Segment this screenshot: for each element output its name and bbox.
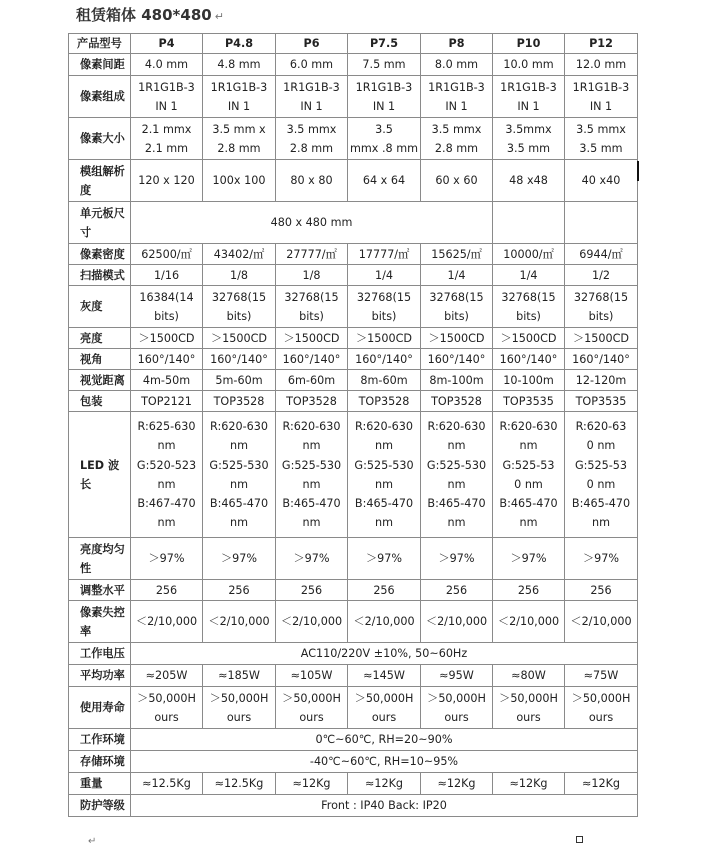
table-cell: 10000/㎡ [493,244,565,265]
row-label: 像素密度 [69,244,131,265]
table-cell: 256 [421,580,493,601]
table-row [69,349,638,370]
table-cell: 43402/㎡ [203,244,276,265]
table-cell: 3.5 mmx 3.5 mm [565,118,638,160]
row-label: 产品型号 [69,34,131,54]
table-cell: 256 [203,580,276,601]
table-cell: 10-100m [493,370,565,391]
table-cell: 160°/140° [348,349,421,370]
table-cell: 1/4 [421,265,493,286]
table-cell: 1/4 [348,265,421,286]
title-text: 租赁箱体 480*480 [76,6,212,24]
table-cell: 32768(15 bits) [348,286,421,328]
table-cell: 160°/140° [493,349,565,370]
table-cell: ≈12Kg [348,773,421,795]
table-cell: ＜2/10,000 [348,601,421,643]
table-cell: 480 x 480 mm [131,202,493,244]
table-cell: 160°/140° [565,349,638,370]
table-cell: 1R1G1B-3 IN 1 [203,76,276,118]
row-label: 扫描模式 [69,265,131,286]
table-cell: 5m-60m [203,370,276,391]
table-cell: TOP3535 [493,391,565,412]
table-cell: 16384(14 bits) [131,286,203,328]
table-cell: ＞50,000H ours [493,687,565,729]
table-cell: 256 [276,580,348,601]
table-row [69,391,638,412]
row-label: 像素组成 [69,76,131,118]
table-cell [493,202,565,244]
table-cell: ＞50,000H ours [131,687,203,729]
table-cell: ＞97% [131,538,203,580]
table-cell: 3.5 mmx 2.8 mm [276,118,348,160]
table-cell: R:625-630 nm G:520-523 nm B:467-470 nm [131,412,203,538]
table-cell: ＜2/10,000 [565,601,638,643]
table-cell: ≈185W [203,665,276,687]
table-row [69,601,638,643]
row-label: 存储环境 [69,751,131,773]
document-title [76,4,224,25]
table-cell: ＜2/10,000 [493,601,565,643]
row-label: 使用寿命 [69,687,131,729]
table-cell: 12.0 mm [565,54,638,76]
table-cell: ＞50,000H ours [421,687,493,729]
row-label: 工作电压 [69,643,131,665]
table-row [69,328,638,349]
table-cell: 8m-60m [348,370,421,391]
table-cell: ＞1500CD [203,328,276,349]
table-cell: ≈80W [493,665,565,687]
row-label: 重量 [69,773,131,795]
table-cell: 160°/140° [421,349,493,370]
table-cell: TOP3528 [203,391,276,412]
resize-handle[interactable] [576,836,583,843]
table-row [69,729,638,751]
table-cell: ＞1500CD [131,328,203,349]
table-cell: ＞97% [348,538,421,580]
table-cell: Front : IP40 Back: IP20 [131,795,638,817]
table-cell: 1/16 [131,265,203,286]
table-cell [565,202,638,244]
table-cell: TOP3528 [348,391,421,412]
table-cell: ＞97% [565,538,638,580]
table-row [69,370,638,391]
table-row [69,265,638,286]
return-mark-icon: ↵ [214,10,224,23]
table-cell: ＞1500CD [493,328,565,349]
table-cell: ＞1500CD [348,328,421,349]
row-label: LED 波长 [69,412,131,538]
table-row [69,244,638,265]
table-cell: 100x 100 [203,160,276,202]
table-cell: TOP3535 [565,391,638,412]
table-cell: ≈105W [276,665,348,687]
table-cell: 32768(15 bits) [421,286,493,328]
header-row [69,34,638,54]
table-cell: 62500/㎡ [131,244,203,265]
row-label: 平均功率 [69,665,131,687]
table-cell: 6m-60m [276,370,348,391]
table-cell: 1/8 [276,265,348,286]
row-label: 像素大小 [69,118,131,160]
table-row [69,118,638,160]
table-row [69,160,638,202]
table-row [69,54,638,76]
row-label: 防护等级 [69,795,131,817]
table-cell: R:620-630 nm G:525-53 0 nm B:465-470 nm [493,412,565,538]
table-cell: 3.5 mm x 2.8 mm [203,118,276,160]
table-cell: 32768(15 bits) [203,286,276,328]
row-label: 亮度 [69,328,131,349]
cursor-bar [637,161,639,181]
table-cell: 256 [131,580,203,601]
row-label: 像素失控 率 [69,601,131,643]
table-row [69,643,638,665]
row-label: 灰度 [69,286,131,328]
table-cell: 32768(15 bits) [565,286,638,328]
row-label: 调整水平 [69,580,131,601]
table-cell: 256 [493,580,565,601]
spec-table [68,33,638,817]
table-cell: ≈205W [131,665,203,687]
table-cell: ≈12Kg [565,773,638,795]
table-cell: 120 x 120 [131,160,203,202]
table-cell: 6.0 mm [276,54,348,76]
table-cell: 15625/㎡ [421,244,493,265]
table-row [69,76,638,118]
table-row [69,665,638,687]
table-cell: 7.5 mm [348,54,421,76]
table-cell: ＞50,000H ours [348,687,421,729]
table-cell: ＞97% [421,538,493,580]
table-cell: ＜2/10,000 [131,601,203,643]
table-cell: ＜2/10,000 [421,601,493,643]
table-cell: 8m-100m [421,370,493,391]
row-label: 像素间距 [69,54,131,76]
table-row [69,580,638,601]
table-cell: ≈12.5Kg [203,773,276,795]
table-cell: R:620-630 nm G:525-530 nm B:465-470 nm [348,412,421,538]
row-label: 包装 [69,391,131,412]
table-row [69,412,638,538]
row-label: 模组解析 度 [69,160,131,202]
table-cell: 48 x48 [493,160,565,202]
table-cell: ＞1500CD [421,328,493,349]
table-row [69,286,638,328]
table-cell: ＞1500CD [276,328,348,349]
table-cell: 4.0 mm [131,54,203,76]
row-label: 工作环境 [69,729,131,751]
table-cell: TOP3528 [421,391,493,412]
table-cell: TOP3528 [276,391,348,412]
table-cell: ＞50,000H ours [276,687,348,729]
table-cell: 60 x 60 [421,160,493,202]
return-mark-icon: ↵ [88,836,97,847]
row-label: 亮度均匀 性 [69,538,131,580]
table-cell: ＞97% [493,538,565,580]
table-cell: 1/4 [493,265,565,286]
model-header: P4.8 [203,34,276,54]
table-cell: 1R1G1B-3 IN 1 [276,76,348,118]
table-cell: 1R1G1B-3 IN 1 [131,76,203,118]
table-cell: 1R1G1B-3 IN 1 [493,76,565,118]
model-header: P10 [493,34,565,54]
table-cell: ≈75W [565,665,638,687]
table-cell: 80 x 80 [276,160,348,202]
table-cell: R:620-630 nm G:525-530 nm B:465-470 nm [421,412,493,538]
table-row [69,202,638,244]
model-header: P4 [131,34,203,54]
table-cell: 1R1G1B-3 IN 1 [348,76,421,118]
model-header: P7.5 [348,34,421,54]
table-cell: 1/2 [565,265,638,286]
table-cell: 1R1G1B-3 IN 1 [565,76,638,118]
row-label: 视觉距离 [69,370,131,391]
table-cell: ＜2/10,000 [276,601,348,643]
table-cell: ≈12Kg [493,773,565,795]
table-cell: ＞1500CD [565,328,638,349]
table-cell: 6944/㎡ [565,244,638,265]
table-cell: R:620-630 nm G:525-530 nm B:465-470 nm [276,412,348,538]
table-cell: ≈12Kg [421,773,493,795]
table-cell: 160°/140° [276,349,348,370]
table-cell: 4.8 mm [203,54,276,76]
table-cell: 10.0 mm [493,54,565,76]
table-cell: ＞50,000H ours [203,687,276,729]
table-cell: AC110/220V ±10%, 50~60Hz [131,643,638,665]
table-cell: 160°/140° [203,349,276,370]
table-cell: 8.0 mm [421,54,493,76]
table-row [69,538,638,580]
model-header: P6 [276,34,348,54]
table-cell: ＜2/10,000 [203,601,276,643]
table-cell: ≈12.5Kg [131,773,203,795]
table-cell: 1R1G1B-3 IN 1 [421,76,493,118]
table-cell: ＞97% [276,538,348,580]
model-header: P12 [565,34,638,54]
row-label: 单元板尺 寸 [69,202,131,244]
table-cell: 256 [348,580,421,601]
table-cell: 0℃~60℃, RH=20~90% [131,729,638,751]
table-cell: 27777/㎡ [276,244,348,265]
table-cell: 17777/㎡ [348,244,421,265]
table-cell: -40℃~60℃, RH=10~95% [131,751,638,773]
table-row [69,795,638,817]
table-row [69,687,638,729]
table-cell: ≈12Kg [276,773,348,795]
table-cell: 4m-50m [131,370,203,391]
table-cell: 32768(15 bits) [493,286,565,328]
table-cell: 1/8 [203,265,276,286]
table-cell: 40 x40 [565,160,638,202]
table-cell: 160°/140° [131,349,203,370]
table-row [69,751,638,773]
table-cell: TOP2121 [131,391,203,412]
table-cell: ＞97% [203,538,276,580]
table-cell: R:620-630 nm G:525-530 nm B:465-470 nm [203,412,276,538]
table-cell: ≈95W [421,665,493,687]
table-cell: 3.5mmx 3.5 mm [493,118,565,160]
table-cell: 2.1 mmx 2.1 mm [131,118,203,160]
table-cell: 3.5 mmx .8 mm [348,118,421,160]
table-cell: 3.5 mmx 2.8 mm [421,118,493,160]
table-cell: 32768(15 bits) [276,286,348,328]
table-cell: R:620-63 0 nm G:525-53 0 nm B:465-470 nm [565,412,638,538]
table-cell: 64 x 64 [348,160,421,202]
model-header: P8 [421,34,493,54]
table-cell: ＞50,000H ours [565,687,638,729]
table-cell: 12-120m [565,370,638,391]
table-cell: ≈145W [348,665,421,687]
table-row [69,773,638,795]
row-label: 视角 [69,349,131,370]
table-cell: 256 [565,580,638,601]
